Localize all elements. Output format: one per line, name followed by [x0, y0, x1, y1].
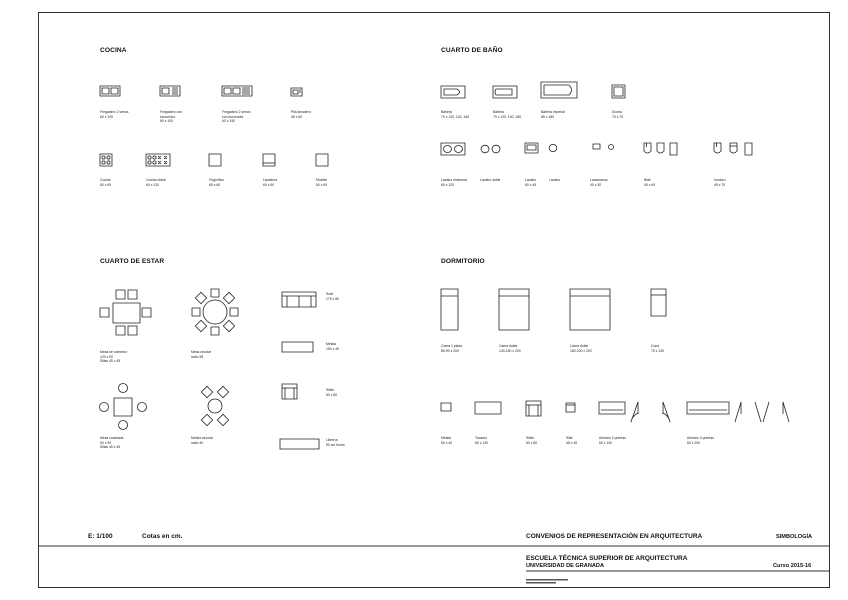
caption-cocina-doble: Cocina doble 60 x 120 — [146, 178, 166, 187]
caption-lavamanos: Lavamanos 40 x 30 — [590, 178, 608, 187]
libreria-symbol — [280, 439, 319, 449]
section-title-estar: CUARTO DE ESTAR — [100, 258, 165, 265]
armario-3-puertas-symbol — [687, 402, 789, 422]
bide-symbol — [644, 143, 677, 155]
ducha-symbol — [612, 85, 625, 98]
cuna-symbol — [651, 289, 666, 316]
caption-mesa-circular: Mesa circular radio 55 — [191, 350, 212, 359]
caption-mesa-cuadrada: Mesa cuadrada 90 x 90 Sillas 45 x 45 — [100, 436, 124, 450]
section-title-bano: CUARTO DE BAÑO — [441, 47, 503, 54]
caption-lavadora: Lavadora 60 x 60 — [263, 178, 278, 187]
sofa-symbol — [282, 292, 316, 307]
caption-cama-doble-180: Cama doble 180-200 x 200 — [570, 344, 592, 353]
mesa-circular-symbol — [192, 289, 238, 335]
caption-silla: Silla 45 x 45 — [566, 436, 578, 445]
mesita-symbol — [282, 342, 313, 352]
fregadero-escurridor-symbol — [160, 86, 180, 96]
mesita-dorm-symbol — [441, 403, 451, 411]
silla-symbol — [566, 403, 575, 412]
banera-1-symbol — [441, 86, 465, 98]
fregadero-2-senos-escurridor-symbol — [222, 86, 252, 96]
armario-2-puertas-symbol — [599, 402, 670, 422]
cama-doble-140-symbol — [499, 289, 529, 330]
caption-lavabo-encimera: Lavabo encimera 60 x 120 — [441, 178, 468, 187]
caption-libreria: Librería 50 cm fondo — [326, 438, 345, 447]
cama-1-plaza-symbol — [441, 289, 458, 330]
sillon-dorm-symbol — [526, 401, 541, 416]
caption-bide: Bidé 45 x 60 — [644, 178, 656, 187]
caption-banera-2: Bañera 70 x 120, 140, 160 — [493, 110, 522, 119]
section-title-dormitorio: DORMITORIO — [441, 258, 485, 265]
banera-2-symbol — [493, 86, 517, 98]
caption-banera-imperial: Bañera imperial 85 x 180 — [541, 110, 565, 119]
caption-mueble: Mueble 60 x 60 — [316, 178, 328, 187]
caption-fregadero-2-senos: Fregadero 2 senos 60 x 100 — [100, 110, 129, 119]
caption-mesita-circular: Mesita circular radio 40 — [191, 436, 213, 445]
lavadora-symbol — [263, 154, 275, 166]
caption-armario-3-puertas: Armario 3 puertas 60 x 200 — [687, 436, 714, 445]
caption-armario-2-puertas: Armario 2 puertas 60 x 130 — [599, 436, 626, 445]
mesa-cuadrada-symbol — [100, 384, 147, 430]
mesa-comedor-symbol — [100, 290, 151, 335]
banera-imperial-symbol — [541, 82, 577, 98]
caption-mesita-dorm: Mesita 50 x 40 — [441, 436, 453, 445]
caption-inodoro: Inodoro 45 x 70 — [714, 178, 726, 187]
section-title-cocina: COCINA — [100, 47, 127, 54]
course-label: Curso 2015-16 — [773, 563, 812, 569]
caption-cama-1-plaza: Cama 1 plaza 80-90 x 200 — [441, 344, 462, 353]
caption-mesa-comedor: Mesa de comedor 120 x 90 Sillas 45 x 45 — [100, 350, 128, 364]
caption-lavabo-doble: Lavabo doble — [480, 178, 501, 182]
university-name: UNIVERSIDAD DE GRANADA — [526, 563, 605, 569]
lavabo-oval-symbol — [549, 144, 557, 151]
school-name: ESCUELA TÉCNICA SUPERIOR DE ARQUITECTURA — [526, 555, 688, 562]
caption-sillon: Sillón 80 x 80 — [326, 388, 338, 397]
lavamanos-symbol — [593, 144, 614, 150]
sillon-symbol — [282, 384, 297, 399]
caption-cocina: Cocina 60 x 60 — [100, 178, 112, 187]
sheet-topic: SIMBOLOGÍA — [776, 534, 813, 540]
inodoro-symbol — [714, 143, 752, 155]
caption-fregadero-2-senos-escurridor: Fregadero 2 senos con escurridor 60 x 140 — [222, 110, 251, 124]
fregadero-2-senos-symbol — [100, 86, 120, 96]
units-label: Cotas en cm. — [142, 533, 183, 540]
scale-label: E: 1/100 — [88, 533, 113, 540]
caption-lavabo-oval: Lavabo — [549, 178, 561, 182]
caption-ducha: Ducha 70 x 70 — [612, 110, 624, 119]
caption-cuna: Cuna 75 x 130 — [651, 344, 665, 353]
pila-lavadero-symbol — [291, 88, 302, 96]
sheet-title: CONVENIOS DE REPRESENTACIÓN EN ARQUITECTURA — [526, 533, 703, 540]
caption-sofa: Sofá 175 x 80 — [326, 292, 340, 301]
mueble-symbol — [316, 154, 328, 166]
caption-lavabo: Lavabo 60 x 45 — [525, 178, 537, 187]
lavabo-doble-symbol — [481, 145, 500, 153]
caption-cama-doble-140: Cama doble 140-150 x 200 — [499, 344, 521, 353]
caption-tocador: Tocador 60 x 130 — [475, 436, 489, 445]
caption-sillon-dorm: Sillón 80 x 80 — [526, 436, 538, 445]
lavabo-symbol — [525, 143, 538, 153]
lavabo-encimera-symbol — [441, 143, 465, 155]
tocador-symbol — [475, 402, 501, 414]
caption-frigorifico: Frigorífico 60 x 60 — [209, 178, 225, 187]
caption-fregadero-escurridor: Fregadero con escurridor 60 x 100 — [160, 110, 183, 124]
mesita-circular-symbol — [201, 386, 228, 425]
frigorifico-symbol — [209, 154, 221, 166]
caption-banera-1: Bañera 70 x 120, 140, 160 — [441, 110, 470, 119]
caption-pila-lavadero: Pila lavadero 45 x 60 — [291, 110, 311, 119]
cama-doble-180-symbol — [570, 289, 610, 330]
caption-mesita: Mesita 150 x 45 — [326, 342, 340, 351]
cocina-symbol — [100, 154, 112, 166]
cocina-doble-symbol — [146, 154, 170, 166]
